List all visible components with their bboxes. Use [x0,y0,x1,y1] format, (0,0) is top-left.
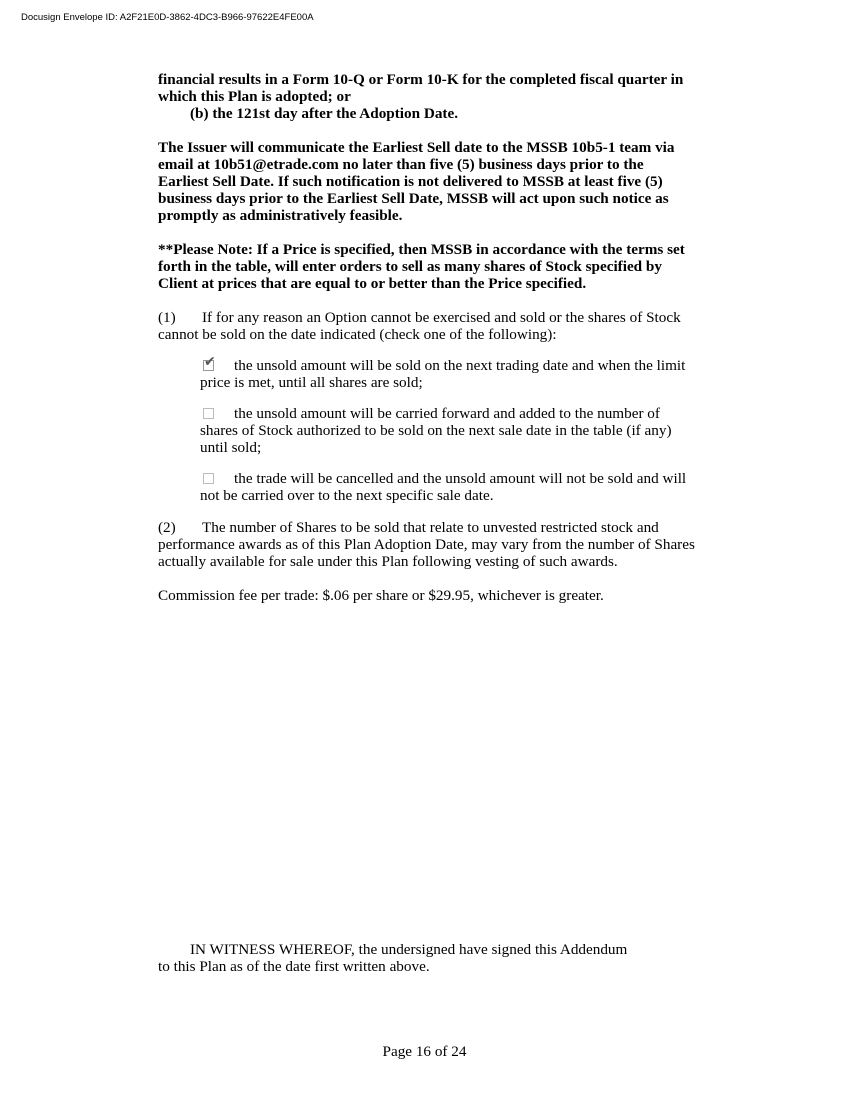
witness-clause [158,941,698,975]
checkbox-unchecked[interactable] [203,408,214,419]
option-carry-forward [200,405,698,456]
earliest-sell-notice-paragraph: The Issuer will communicate the Earliest Sell date to the MSSB 10b5-1 team via email at 10b51@etrade.com no later than five (5) business days prior to the Earliest Sell Date. If such notification is not delivered to MSSB at least five (5) business days prior to the Earliest Sell Date, MSSB will act upon such notice as promptly as administratively feasible. [158,139,675,224]
price-note-paragraph: **Please Note: If a Price is specified, then MSSB in accordance with the terms set forth in the table, will enter orders to sell as many shares of Stock specified by Client at prices that are equal to or better than the Price specified. [158,241,685,292]
item-2-paragraph [158,519,698,570]
checkmark-icon: ✔ [204,354,216,371]
checkbox-checked[interactable] [203,354,216,371]
envelope-id: Docusign Envelope ID: A2F21E0D-3862-4DC3-B966-97622E4FE00A [21,12,314,23]
witness-line-1: IN WITNESS WHEREOF, the undersigned have signed this Addendum [190,941,628,958]
commission-fee-line: Commission fee per trade: $.06 per share or $29.95, whichever is greater. [158,587,604,604]
option-2-text: the unsold amount will be carried forward and added to the number of shares of Stock authorized to be sold on the next sale date in the table (if any) until sold; [200,405,672,456]
sell-date-condition-a: financial results in a Form 10-Q or Form 10-K for the completed fiscal quarter in which this Plan is adopted; or [158,71,684,105]
witness-line-2: to this Plan as of the date first written above. [158,958,430,975]
option-sell-next-trading-date [200,354,698,391]
checkbox-unchecked[interactable] [203,473,214,484]
item-1-number: (1) [158,309,176,326]
item-1-paragraph [158,309,698,343]
item-2-number: (2) [158,519,176,536]
option-3-text: the trade will be cancelled and the unsold amount will not be sold and will not be carried over to the next specific sale date. [200,470,687,504]
page-number: Page 16 of 24 [382,1043,467,1060]
sell-date-condition-b: (b) the 121st day after the Adoption Date. [190,105,459,122]
item-2-text: The number of Shares to be sold that relate to unvested restricted stock and performance awards as of this Plan Adoption Date, may vary from the number of Shares actually available for sale under this Plan following vesting of such awards. [158,519,695,570]
document-body [158,71,698,604]
option-cancel-trade [200,470,698,504]
item-1-text: If for any reason an Option cannot be exercised and sold or the shares of Stock cannot be sold on the date indicated (check one of the following): [158,309,681,343]
option-1-text: the unsold amount will be sold on the next trading date and when the limit price is met, until all shares are sold; [200,357,686,391]
